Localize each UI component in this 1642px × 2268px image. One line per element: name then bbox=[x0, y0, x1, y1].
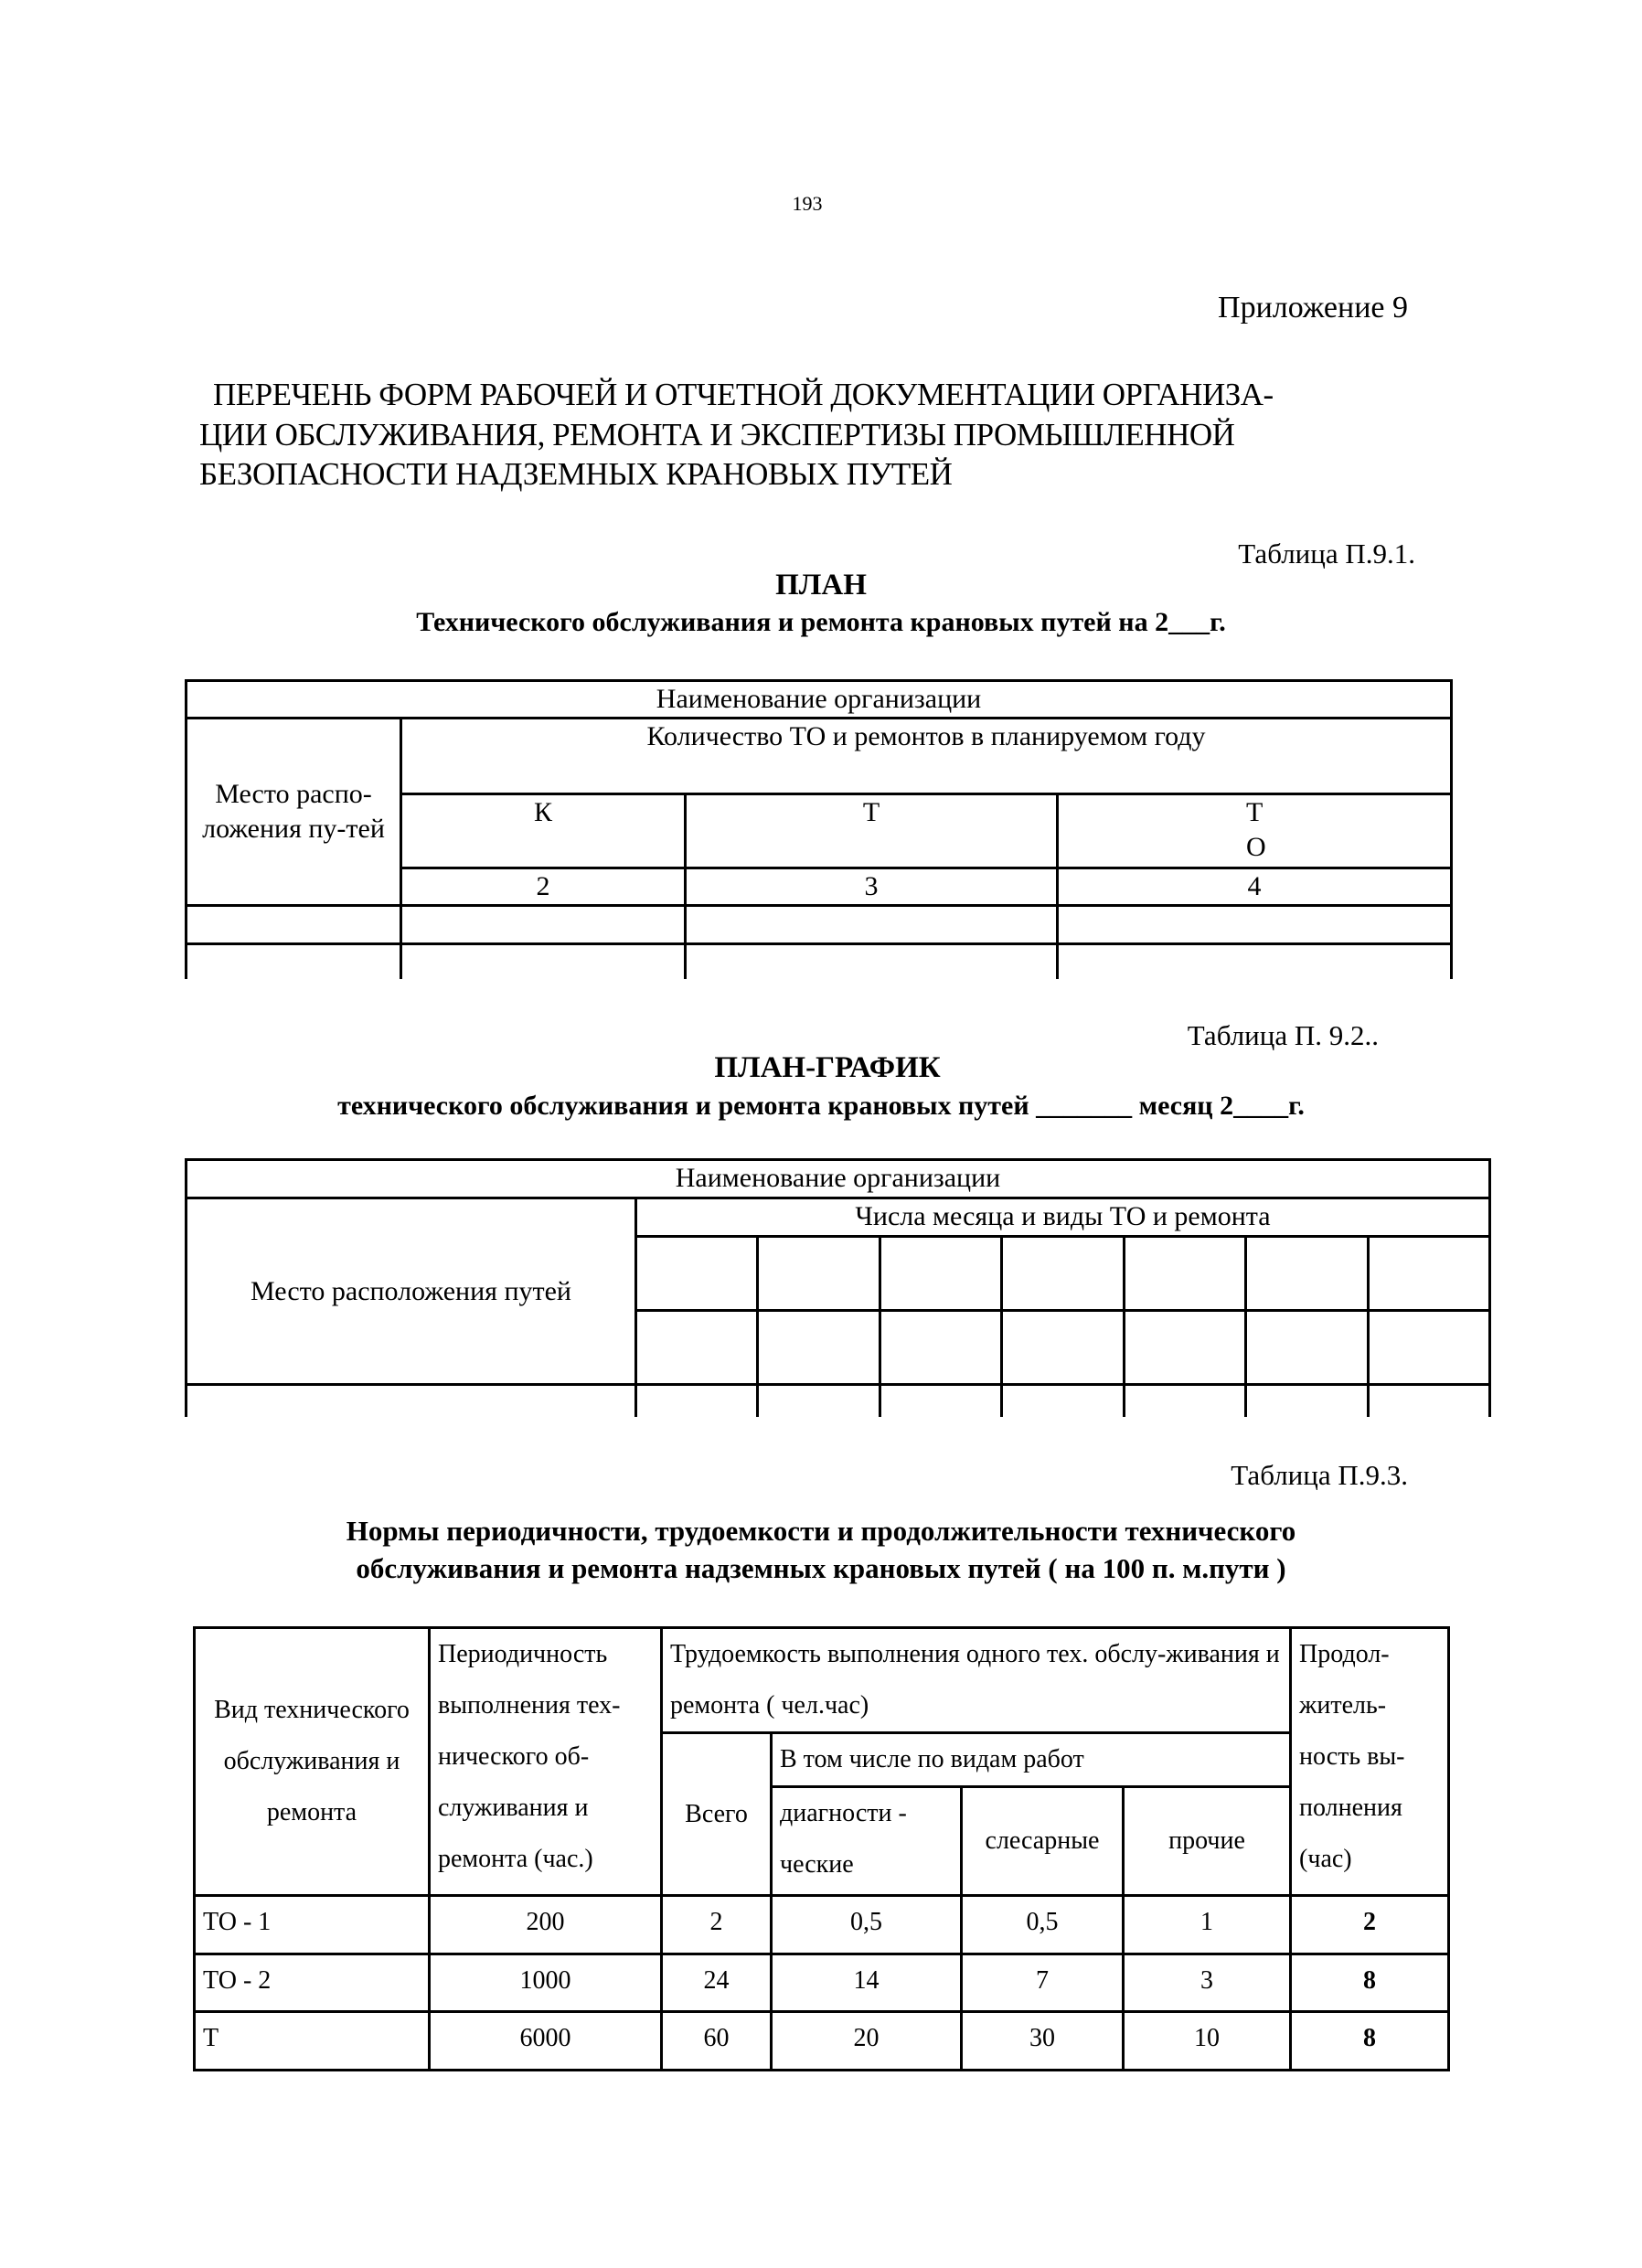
cell: 1000 bbox=[430, 1954, 662, 2012]
cell: 24 bbox=[662, 1954, 772, 2012]
cell: 14 bbox=[772, 1954, 962, 2012]
table3-header-fitter: слесарные bbox=[962, 1787, 1124, 1896]
table3-header-type: Вид технического обслуживания и ремонта bbox=[195, 1628, 430, 1896]
table1-num-3: 3 bbox=[686, 868, 1058, 906]
cell: 20 bbox=[772, 2012, 962, 2071]
table2-empty-row bbox=[187, 1385, 1490, 1417]
cell: 3 bbox=[1124, 1954, 1291, 2012]
table-row bbox=[195, 1896, 1449, 1954]
table2-subheading: технического обслуживания и ремонта крановых путей _______ месяц 2____г. bbox=[337, 1091, 1305, 1121]
table3-header-period: Периодичность выполнения тех-нического об-служивания и ремонта (час.) bbox=[430, 1628, 662, 1896]
table1-location-header: Место распо-ложения пу-тей bbox=[187, 719, 401, 906]
table1-col-t: Т bbox=[686, 794, 1058, 868]
table3-header-duration: Продол-житель-ность вы-полнения (час) bbox=[1291, 1628, 1449, 1896]
table1-empty-row bbox=[187, 906, 1452, 944]
table2-location-header: Место расположения путей bbox=[187, 1198, 636, 1385]
table2 bbox=[185, 1158, 1491, 1417]
table2-org-header: Наименование организации bbox=[187, 1160, 1490, 1198]
table2-days-header: Числа месяца и виды ТО и ремонта bbox=[636, 1198, 1490, 1237]
appendix-label: Приложение 9 bbox=[1218, 291, 1408, 325]
main-title-line-2: ЦИИ ОБСЛУЖИВАНИЯ, РЕМОНТА И ЭКСПЕРТИЗЫ ПРОМЫШЛЕННОЙ bbox=[199, 417, 1235, 453]
table3-header-labor: Трудоемкость выполнения одного тех. обслу-живания и ремонта ( чел.час) bbox=[662, 1628, 1291, 1733]
table3-heading-line-2: обслуживания и ремонта надземных крановых путей ( на 100 п. м.пути ) bbox=[356, 1552, 1286, 1584]
cell: 7 bbox=[962, 1954, 1124, 2012]
table2-label: Таблица П. 9.2.. bbox=[1187, 1019, 1379, 1051]
cell: 1 bbox=[1124, 1896, 1291, 1954]
table3-heading-line-1: Нормы периодичности, трудоемкости и продолжительности технического bbox=[346, 1515, 1296, 1547]
table1-org-header: Наименование организации bbox=[187, 681, 1452, 719]
table3-header-by-type: В том числе по видам работ bbox=[772, 1733, 1291, 1787]
table2-heading: ПЛАН-ГРАФИК bbox=[714, 1051, 941, 1084]
cell: 8 bbox=[1291, 2012, 1449, 2071]
table3-header-other: прочие bbox=[1124, 1787, 1291, 1896]
cell: 0,5 bbox=[962, 1896, 1124, 1954]
cell: 2 bbox=[1291, 1896, 1449, 1954]
table1 bbox=[185, 679, 1453, 979]
cell: 60 bbox=[662, 2012, 772, 2071]
table-row bbox=[195, 1954, 1449, 2012]
table1-col-k: К bbox=[401, 794, 686, 868]
cell: 30 bbox=[962, 2012, 1124, 2071]
table1-num-2: 2 bbox=[401, 868, 686, 906]
cell: Т bbox=[195, 2012, 430, 2071]
table3-header-diag: диагности - ческие bbox=[772, 1787, 962, 1896]
table1-count-header: Количество ТО и ремонтов в планируемом году bbox=[401, 719, 1452, 794]
table1-col-to: Т О bbox=[1058, 794, 1452, 868]
cell: 2 bbox=[662, 1896, 772, 1954]
table1-heading: ПЛАН bbox=[775, 569, 867, 602]
cell: ТО - 1 bbox=[195, 1896, 430, 1954]
cell: 0,5 bbox=[772, 1896, 962, 1954]
main-title-line-3: БЕЗОПАСНОСТИ НАДЗЕМНЫХ КРАНОВЫХ ПУТЕЙ bbox=[199, 456, 953, 492]
cell: 10 bbox=[1124, 2012, 1291, 2071]
table-row bbox=[195, 2012, 1449, 2071]
cell: 200 bbox=[430, 1896, 662, 1954]
table1-empty-row bbox=[187, 944, 1452, 979]
table3-header-total: Всего bbox=[662, 1733, 772, 1896]
table1-num-4: 4 bbox=[1058, 868, 1452, 906]
table1-subheading: Технического обслуживания и ремонта крановых путей на 2___г. bbox=[416, 607, 1226, 637]
page-number: 193 bbox=[792, 192, 823, 215]
cell: 8 bbox=[1291, 1954, 1449, 2012]
cell: ТО - 2 bbox=[195, 1954, 430, 2012]
table3-label: Таблица П.9.3. bbox=[1231, 1459, 1408, 1491]
table1-label: Таблица П.9.1. bbox=[1238, 538, 1415, 570]
table3 bbox=[193, 1626, 1450, 2071]
cell: 6000 bbox=[430, 2012, 662, 2071]
main-title-line-1: ПЕРЕЧЕНЬ ФОРМ РАБОЧЕЙ И ОТЧЕТНОЙ ДОКУМЕНТАЦИИ ОРГАНИЗА- bbox=[213, 377, 1274, 412]
